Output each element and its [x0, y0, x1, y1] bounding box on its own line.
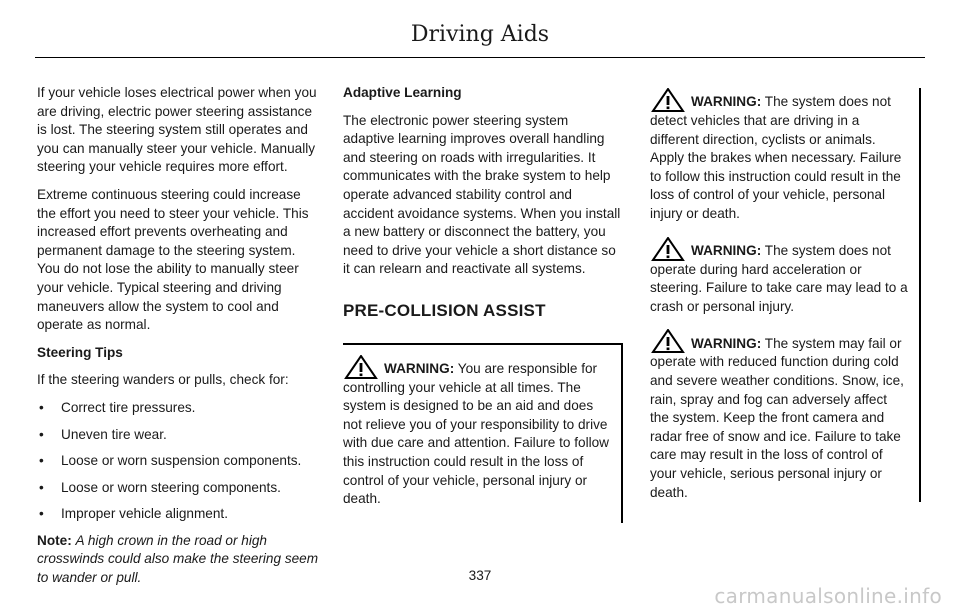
- warning-first-line: You are responsible for: [457, 360, 598, 376]
- warning-text: controlling your vehicle at all times. The system is designed to be an aid and does not relieve you of your responsibility to drive with due care and attention. Failure to follow this instruction could result in the loss of control of your vehicle, personal injury or death.: [343, 379, 609, 507]
- warning-item: [650, 237, 909, 317]
- page-title: Driving Aids: [410, 22, 550, 47]
- power-loss-paragraph: If your vehicle loses electrical power when you are driving, electric power steering assistance is lost. The steering system still operates and you can manually steer your vehicle. Manually steering your vehicle requires more effort.: [37, 85, 317, 175]
- warning-label: WARNING:: [691, 94, 762, 110]
- warning-text: operate with reduced function during cold and severe weather conditions. Snow, ice, rain, spray and fog can adversely affect the system. Keep the front camera and radar free of snow and ice. Failure to take care may result in the loss of control of your vehicle, serious personal injury or death.: [650, 354, 904, 500]
- list-item: • Loose or worn suspension components.: [37, 452, 319, 471]
- warning-text: operate during hard acceleration or steering. Failure to take care may lead to a crash or personal injury.: [650, 261, 908, 314]
- warning-label: WARNING:: [384, 360, 455, 376]
- warning-first-line: The system may fail or: [764, 335, 902, 351]
- warning-box: [343, 343, 623, 523]
- pre-collision-assist-heading: PRE-COLLISION ASSIST: [343, 300, 546, 320]
- steering-tips-intro: If the steering wanders or pulls, check for:: [37, 372, 289, 388]
- warning-first-line: The system does not: [764, 94, 891, 110]
- steering-tips-list: [37, 399, 319, 524]
- warning-label: WARNING:: [691, 335, 762, 351]
- warning-first-line: The system does not: [764, 242, 891, 258]
- steering-tips-heading: Steering Tips: [37, 344, 123, 360]
- note-text: A high crown in the road or high crosswinds could also make the steering seem to wander or pull.: [37, 532, 319, 586]
- adaptive-learning-heading: Adaptive Learning: [343, 85, 462, 100]
- list-item: • Loose or worn steering components.: [37, 479, 319, 498]
- warning-triangle-icon: [651, 88, 685, 112]
- column-right: [650, 88, 921, 508]
- list-item: • Improper vehicle alignment.: [37, 505, 319, 524]
- column-left: [37, 84, 319, 597]
- warning-triangle-icon: [651, 329, 685, 353]
- header-divider: [35, 57, 925, 58]
- watermark: carmanualsonline.info: [714, 584, 942, 608]
- warning-triangle-icon: [651, 237, 685, 261]
- warning-text: detect vehicles that are driving in a different direction, cyclists or animals. Apply the brakes when necessary. Failure to follow this instruction could result in the loss of control of your vehicle, personal injury or death.: [650, 113, 902, 221]
- warning-triangle-icon: [344, 355, 378, 379]
- warning-label: WARNING:: [691, 242, 762, 258]
- page-number: 337: [468, 568, 492, 583]
- column-middle: [343, 84, 621, 523]
- list-item: • Correct tire pressures.: [37, 399, 319, 418]
- note-label: Note:: [37, 532, 72, 548]
- list-item: • Uneven tire wear.: [37, 426, 319, 445]
- warning-item: [650, 88, 909, 224]
- adaptive-learning-paragraph: The electronic power steering system adaptive learning improves overall handling and steering on roads with irregularities. It communicates with the brake system to help operate advanced stability control and accident avoidance systems. When you install a new battery or disconnect the battery, you need to drive your vehicle a short distance so it can relearn and reactivate all systems.: [343, 112, 621, 277]
- warning-item: [650, 329, 909, 502]
- extreme-steering-paragraph: Extreme continuous steering could increase the effort you need to steer your vehicle. This increased effort prevents overheating and permanent damage to the steering system. You do not lose the ability to manually steer your vehicle. Typical steering and driving maneuvers allow the system to cool and operate as normal.: [37, 186, 309, 333]
- warning-item: [343, 355, 611, 509]
- warning-box: [650, 88, 921, 502]
